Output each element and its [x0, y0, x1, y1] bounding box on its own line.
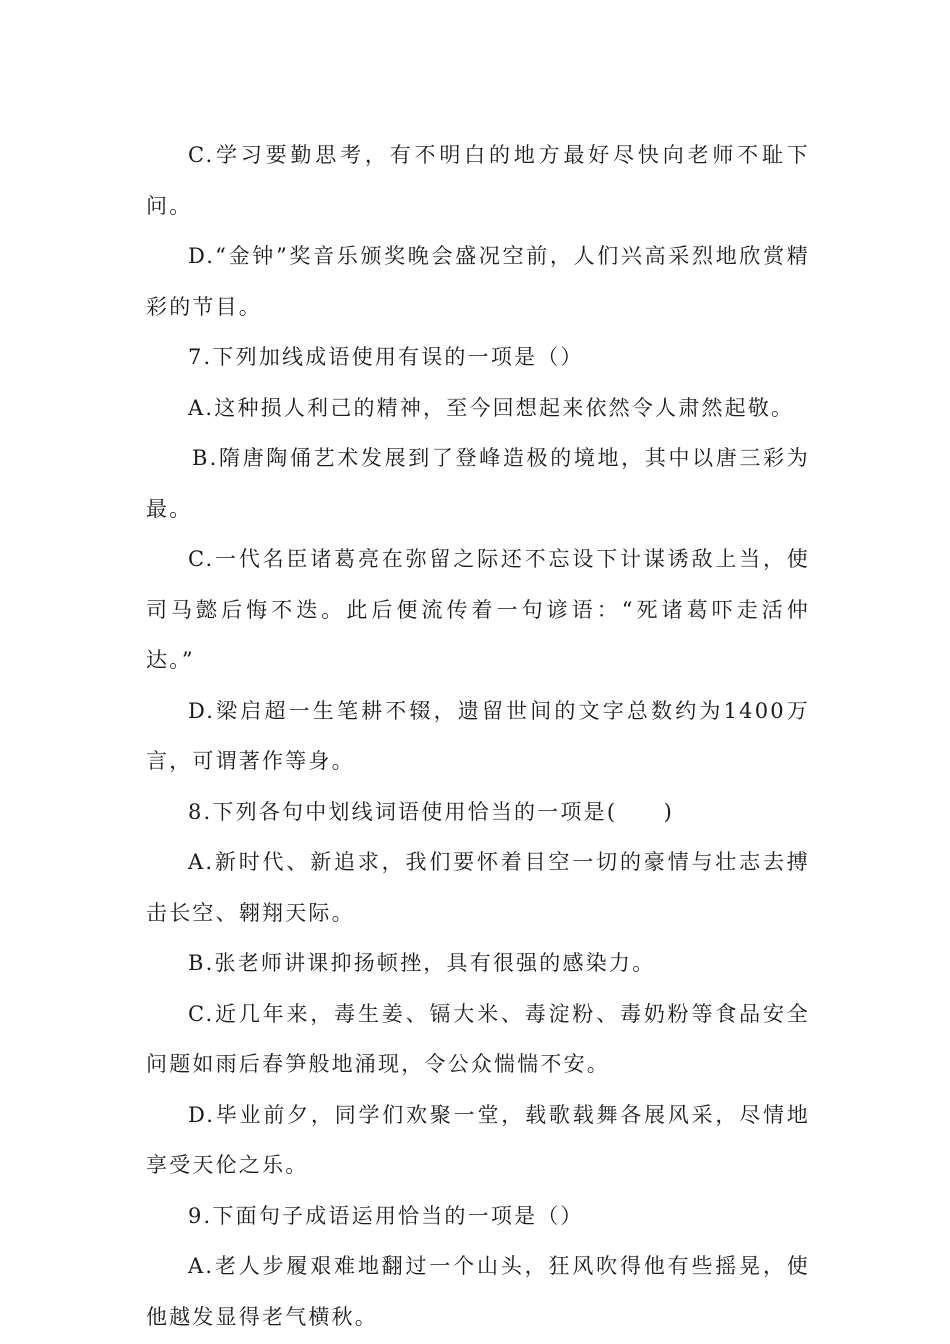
option-8b: B.张老师讲课抑扬顿挫，具有很强的感染力。 — [188, 951, 656, 975]
option-8c: C.近几年来，毒生姜、镉大米、毒淀粉、毒奶粉等食品安全问题如雨后春笋般地涌现，令公众惴惴不安。 — [146, 1001, 810, 1076]
question-8: 8.下列各句中划线词语使用恰当的一项是( ) — [188, 799, 675, 824]
option-8a: A.新时代、新追求，我们要怀着目空一切的豪情与壮志去搏击长空、翱翔天际。 — [146, 850, 810, 925]
option-6d: D.“金钟”奖音乐颁奖晚会盛况空前，人们兴高采烈地欣赏精彩的节目。 — [146, 244, 810, 319]
option-7d: D.梁启超一生笔耕不辍，遗留世间的文字总数约为1400万言，可谓著作等身。 — [146, 698, 810, 773]
option-7b: B.隋唐陶俑艺术发展到了登峰造极的境地，其中以唐三彩为最。 — [146, 446, 810, 521]
option-9a: A.老人步履艰难地翻过一个山头，狂风吹得他有些摇晃，使他越发显得老气横秋。 — [146, 1254, 810, 1329]
question-9: 9.下面句子成语运用恰当的一项是（） — [188, 1203, 584, 1228]
option-7c: C.一代名臣诸葛亮在弥留之际还不忘设下计谋诱敌上当，使司马懿后悔不迭。此后便流传着一句谚语：“死诸葛吓走活仲达。” — [146, 547, 810, 672]
question-7: 7.下列加线成语使用有误的一项是（） — [188, 345, 584, 369]
option-6c: C.学习要勤思考，有不明白的地方最好尽快向老师不耻下问。 — [146, 143, 810, 218]
option-8d: D.毕业前夕，同学们欢聚一堂，载歌载舞各展风采，尽情地享受天伦之乐。 — [146, 1102, 810, 1177]
option-7a: A.这种损人利己的精神，至今回想起来依然令人肃然起敬。 — [188, 395, 795, 420]
